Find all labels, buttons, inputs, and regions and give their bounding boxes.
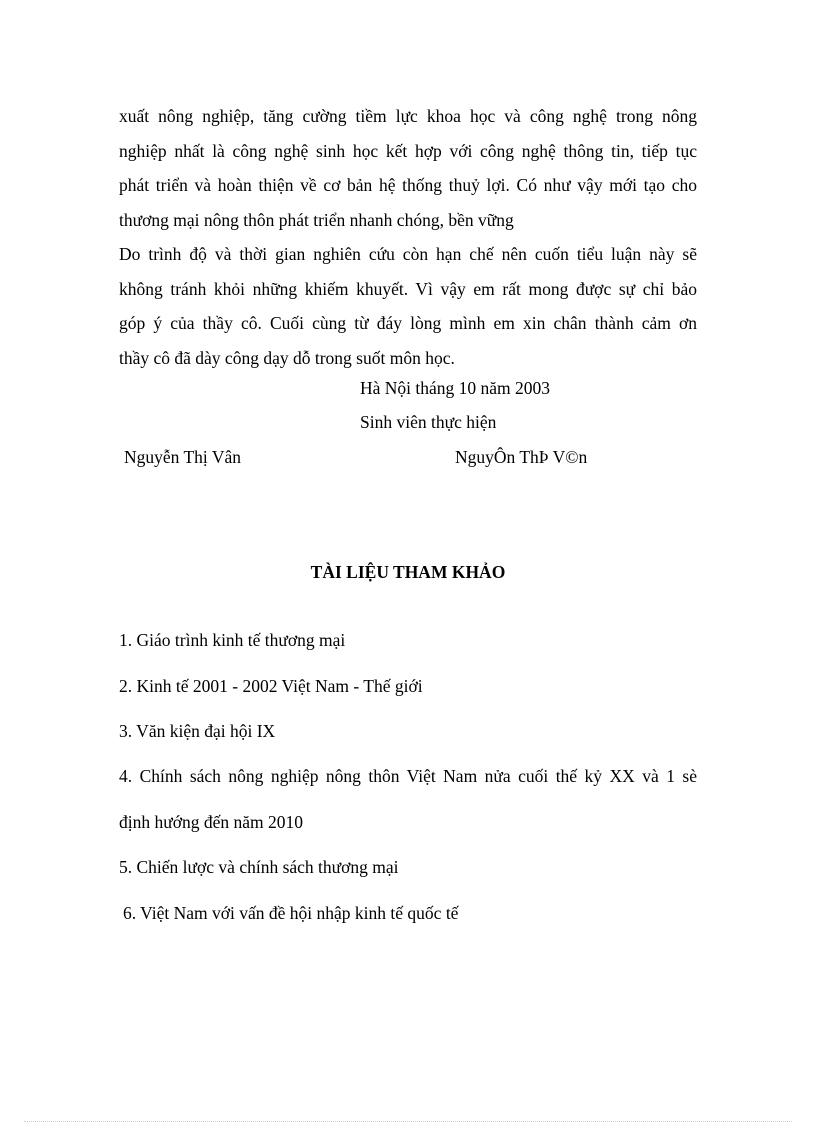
signature-name-garbled: NguyÔn ThÞ V©n [455,447,588,467]
body-line: thầy cô đã dày công dạy dỗ trong suốt môn học. [119,347,455,368]
body-line: phát triển và hoàn thiện về cơ bản hệ thống thuỷ lợi. Có như vậy mới tạo cho [119,175,697,195]
body-paragraphs [119,99,697,375]
reference-item: 4. Chính sách nông nghiệp nông thôn Việt Nam nửa cuối thế kỷ XX và 1 sè [119,766,697,786]
signature-name: Nguyễn Thị Vân [124,447,241,467]
reference-item: 1. Giáo trình kinh tế thương mại [119,630,346,650]
reference-item-continuation: định hướng đến năm 2010 [119,812,303,832]
signature-place-date: Hà Nội tháng 10 năm 2003 [360,378,551,398]
reference-item: 2. Kinh tế 2001 - 2002 Việt Nam - Thế giới [119,676,423,696]
page-bottom-divider [24,1121,792,1122]
references-title: TÀI LIỆU THAM KHẢO [310,562,506,582]
body-line: Do trình độ và thời gian nghiên cứu còn hạn chế nên cuốn tiểu luận này sẽ [119,244,697,264]
body-line: không tránh khỏi những khiếm khuyết. Vì vậy em rất mong được sự chỉ bảo [119,278,697,299]
signature-role: Sinh viên thực hiện [360,412,497,432]
reference-item: 5. Chiến lược và chính sách thương mại [119,857,399,877]
body-line: xuất nông nghiệp, tăng cường tiềm lực khoa học và công nghệ trong nông [119,106,697,126]
reference-item: 3. Văn kiện đại hội IX [119,721,276,741]
body-line: nghiệp nhất là công nghệ sinh học kết hợp với công nghệ thông tin, tiếp tục [119,140,697,161]
body-line: góp ý của thầy cô. Cuối cùng từ đáy lòng mình em xin chân thành cảm ơn [119,313,697,333]
reference-item: 6. Việt Nam với vấn đề hội nhập kinh tế quốc tế [123,903,459,923]
body-line: thương mại nông thôn phát triển nhanh chóng, bền vững [119,209,514,230]
